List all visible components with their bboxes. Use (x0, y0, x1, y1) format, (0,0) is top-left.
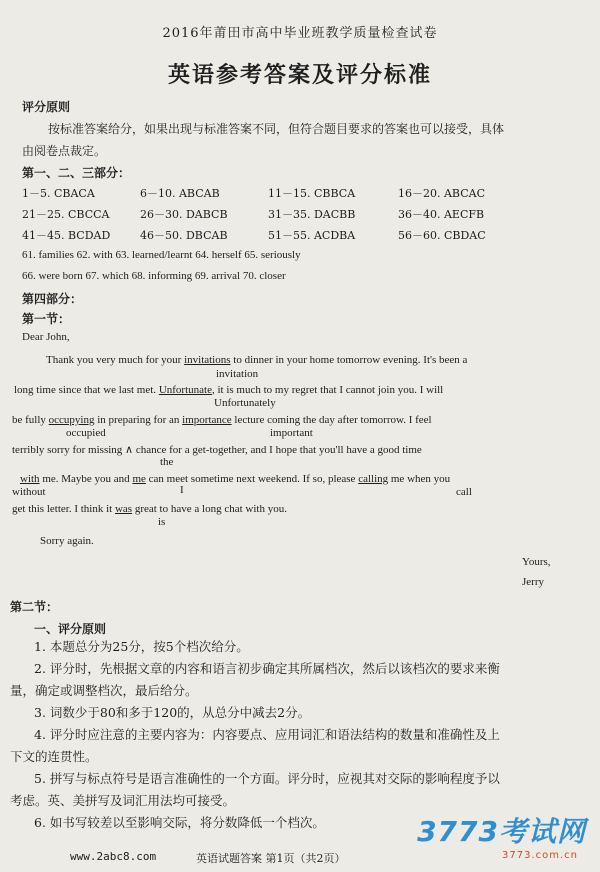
letter-line-6 (12, 503, 287, 515)
correction: important (270, 427, 313, 439)
text: be fully (12, 414, 49, 426)
letter-greeting: Dear John, (22, 331, 70, 343)
text: Thank you very much for your (46, 354, 185, 366)
answer-cell: 11－15. CBBCA (268, 187, 356, 200)
text: great to have a long chat with you. (132, 503, 287, 515)
answer-cell: 6－10. ABCAB (140, 187, 220, 200)
answer-cell: 1－5. CBACA (22, 187, 95, 200)
letter-signature: Jerry (522, 576, 544, 588)
text: me. Maybe you and (39, 473, 133, 485)
correction: without (12, 486, 46, 498)
letter-line-4 (12, 443, 422, 456)
correction: Unfortunately (214, 397, 276, 409)
main-title: 英语参考答案及评分标准 (167, 62, 432, 88)
parts123-heading: 第一、二、三部分： (22, 166, 131, 180)
footer-site: www.2abc8.com (70, 850, 157, 863)
text: can meet sometime next weekend. If so, please (145, 473, 359, 485)
error-word: Unfortunate (158, 384, 212, 396)
answer-cell: 46－50. DBCAB (140, 229, 228, 242)
correction: invitation (216, 368, 259, 380)
fill-answers-2: 66. were born 67. which 68. informing 69. arrival 70. closer (22, 270, 286, 282)
watermark-logo: 3773考试网 (417, 815, 586, 848)
text: , it is much to my regret that I cannot join you. I will (211, 384, 444, 396)
text: to dinner in your home tomorrow evening. It's been a (230, 354, 468, 366)
error-word: me (132, 473, 146, 485)
text: terribly sorry for missing (12, 444, 126, 456)
letter-sorry: Sorry again. (40, 535, 94, 547)
rule-item: 考虑。英、美拼写及词汇用法均可接受。 (10, 793, 236, 808)
error-word: calling (358, 473, 389, 485)
principles-text-1: 按标准答案给分，如果出现与标准答案不同，但符合题目要求的答案也可以接受，具体 (48, 122, 505, 136)
answer-cell: 56－60. CBDAC (398, 229, 486, 242)
error-word: invitations (184, 354, 231, 366)
error-word: with (20, 473, 40, 485)
watermark-url: 3773.com.cn (502, 850, 578, 861)
answer-cell: 26－30. DABCB (140, 208, 228, 221)
rule-item: 量，确定或调整档次，最后给分。 (10, 683, 198, 698)
correction: is (158, 516, 166, 528)
text: me when you (388, 473, 451, 485)
answer-cell: 41－45. BCDAD (22, 229, 111, 242)
footer-page-info: 英语试题答案 第1页（共2页） (196, 852, 346, 865)
error-word: was (114, 503, 133, 515)
text: lecture coming the day after tomorrow. I feel (231, 414, 432, 426)
correction: call (456, 486, 472, 498)
correction: occupied (66, 427, 106, 439)
correction: the (160, 456, 174, 468)
letter-closing: Yours, (522, 556, 551, 568)
section2-heading: 第二节： (10, 600, 59, 614)
letter-line-3 (12, 414, 432, 426)
correction: I (180, 484, 184, 496)
part4-heading: 第四部分： (22, 292, 83, 306)
letter-line-2 (14, 384, 443, 396)
text: in preparing for an (94, 414, 183, 426)
exam-title: 2016年莆田市高中毕业班教学质量检查试卷 (162, 26, 438, 41)
error-word: importance (182, 414, 232, 426)
rule-item: 1. 本题总分为25分，按5个档次给分。 (34, 639, 249, 654)
rule-item: 6. 如书写较差以至影响交际，将分数降低一个档次。 (34, 815, 325, 830)
text: get this letter. I think it (12, 503, 115, 515)
insert-mark: ∧ (125, 444, 134, 456)
part4-section1: 第一节： (22, 312, 71, 326)
principles-text-2: 由阅卷点裁定。 (22, 144, 107, 158)
section2-subheading: 一、评分原则 (34, 622, 107, 636)
rule-item: 下文的连贯性。 (10, 749, 98, 764)
letter-line-5 (20, 473, 450, 485)
answer-cell: 16－20. ABCAC (398, 187, 485, 200)
principles-heading: 评分原则 (22, 100, 71, 114)
answer-cell: 51－55. ACDBA (268, 229, 356, 242)
answer-cell: 21－25. CBCCA (22, 208, 110, 221)
letter-line-1 (46, 354, 467, 366)
text: long time since that we last met. (14, 384, 159, 396)
rule-item: 4. 评分时应注意的主要内容为：内容要点、应用词汇和语法结构的数量和准确性及上 (34, 727, 500, 742)
rule-item: 3. 词数少于80和多于120的，从总分中减去2分。 (34, 705, 311, 720)
fill-answers-1: 61. families 62. with 63. learned/learnt 64. herself 65. seriously (22, 249, 301, 261)
rule-item: 2. 评分时，先根据文章的内容和语言初步确定其所属档次，然后以该档次的要求来衡 (34, 661, 500, 676)
answer-cell: 31－35. DACBB (268, 208, 356, 221)
rule-item: 5. 拼写与标点符号是语言准确性的一个方面。评分时，应视其对交际的影响程度予以 (34, 771, 500, 786)
text: chance for a get-together, and I hope that you'll have a good time (133, 444, 422, 456)
error-word: occupying (48, 414, 95, 426)
answer-cell: 36－40. AECFB (398, 208, 485, 221)
